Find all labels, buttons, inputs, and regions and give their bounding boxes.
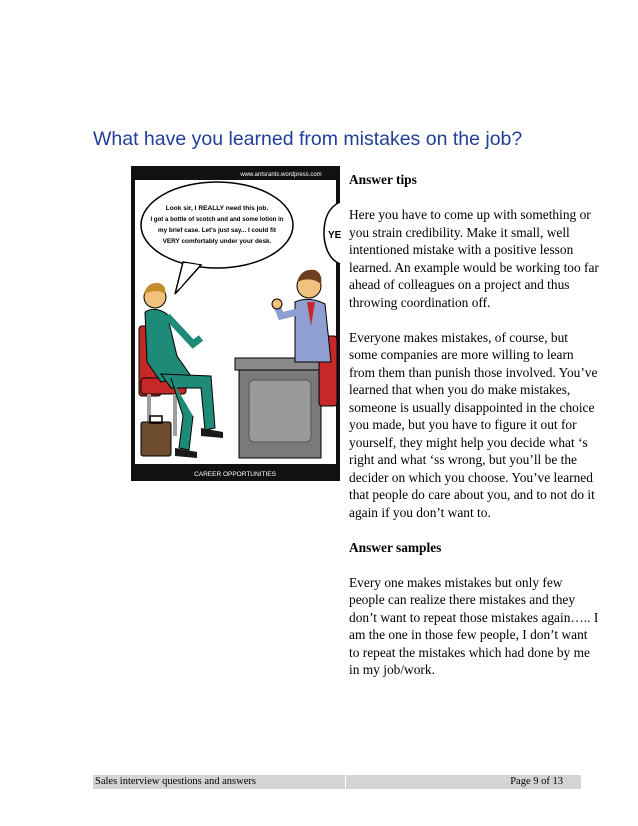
bubble-line-1: Look sir, I REALLY need this job.: [165, 205, 269, 212]
cartoon-caption: CAREER OPPORTUNITIES: [194, 471, 276, 478]
footer-divider: [345, 775, 346, 789]
right-man-hand: [272, 299, 282, 309]
answer-samples-heading: Answer samples: [349, 539, 442, 555]
answer-tips-paragraph-1: Here you have to come up with something or you strain credibility. Make it small, well intentioned mistake with a positive lesson learned. An example would be working too far ahead of colleagues on a project and thus throwing coordination off.: [349, 207, 599, 310]
footer-title: Sales interview questions and answers: [95, 776, 256, 787]
bubble-line-4: VERY comfortably under your desk.: [162, 238, 272, 245]
cartoon-svg: [131, 166, 340, 481]
page-heading: What have you learned from mistakes on the job?: [93, 128, 523, 150]
answer-column: [349, 171, 599, 696]
bubble-line-3: my brief case. Let's just say... I could fit: [158, 227, 276, 234]
briefcase: [141, 422, 171, 456]
answer-tips-heading: Answer tips: [349, 172, 417, 187]
answer-tips-paragraph-2: Everyone makes mistakes, of course, but some companies are more willing to learn from them than punish those involved. You’ve learned that when you do make mistakes, someone is usually disappointed in the choice you made, but you have to figure it out for yourself, they might help you decide what ‘s right and what ‘ss wrong, but you’ll be the decider on which you choose. You’ve learned that people do care about you, and to not do it again if you don’t want to.: [349, 329, 598, 520]
page-footer: [93, 775, 581, 789]
left-chair-leg-2: [173, 394, 177, 436]
cartoon-illustration: [131, 166, 340, 481]
footer-page-number: Page 9 of 13: [510, 776, 563, 787]
speech-bubble: [141, 182, 293, 268]
desk-panel: [249, 380, 311, 442]
second-bubble-text: YE: [328, 230, 342, 241]
answer-samples-paragraph: Every one makes mistakes but only few people can realize there mistakes and they don’t want to repeat those mistakes again….. I am the one in those few people, I don’t want to repeat the mistakes which had done by me in my job/work.: [349, 574, 599, 677]
cartoon-site-url: www.antsrants.wordpress.com: [240, 172, 322, 178]
bubble-line-2: I got a bottle of scotch and and some lotion in: [150, 216, 284, 223]
